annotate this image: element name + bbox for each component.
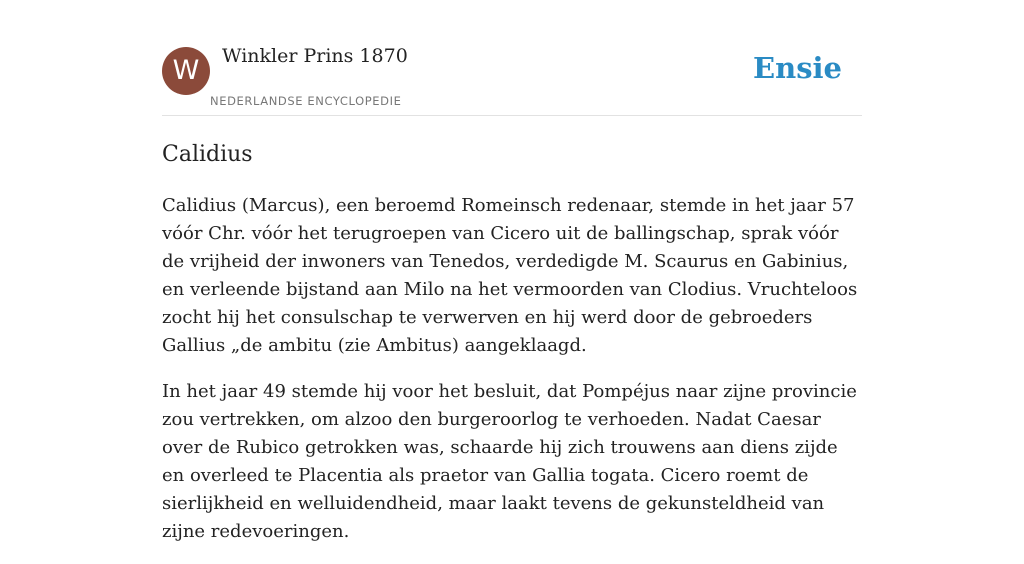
source-title[interactable]: Winkler Prins 1870 — [222, 45, 408, 67]
source-subtitle: NEDERLANDSE ENCYCLOPEDIE — [210, 94, 402, 108]
paragraph: Calidius (Marcus), een beroemd Romeinsch redenaar, stemde in het jaar 57 vóór Chr. vóór het terugroepen van Cicero uit de ballingschap, sprak vóór de vrijheid der inwoners van Tenedos, verdedigde M. Scaurus en Gabinius, en verleende bijstand aan Milo na het vermoorden van Clodius. Vruchteloos zocht hij het consulschap te verwerven en hij werd door de gebroeders Gallius „de ambitu (zie Ambitus) aangeklaagd. — [162, 195, 858, 356]
page-title: Calidius — [162, 142, 253, 167]
entry-body — [162, 192, 862, 546]
header — [162, 0, 862, 116]
page — [162, 0, 862, 564]
avatar[interactable]: W — [162, 47, 210, 95]
ensie-logo[interactable]: Ensie — [753, 51, 842, 85]
paragraph: In het jaar 49 stemde hij voor het besluit, dat Pompéjus naar zijne provincie zou vertrekken, om alzoo den burgeroorlog te verhoeden. Nadat Caesar over de Rubico getrokken was, schaarde hij zich trouwens aan diens zijde en overleed te Placentia als praetor van Gallia togata. Cicero roemt de sierlijkheid en welluidendheid, maar laakt tevens de gekunsteldheid van zijne redevoeringen. — [162, 381, 857, 542]
